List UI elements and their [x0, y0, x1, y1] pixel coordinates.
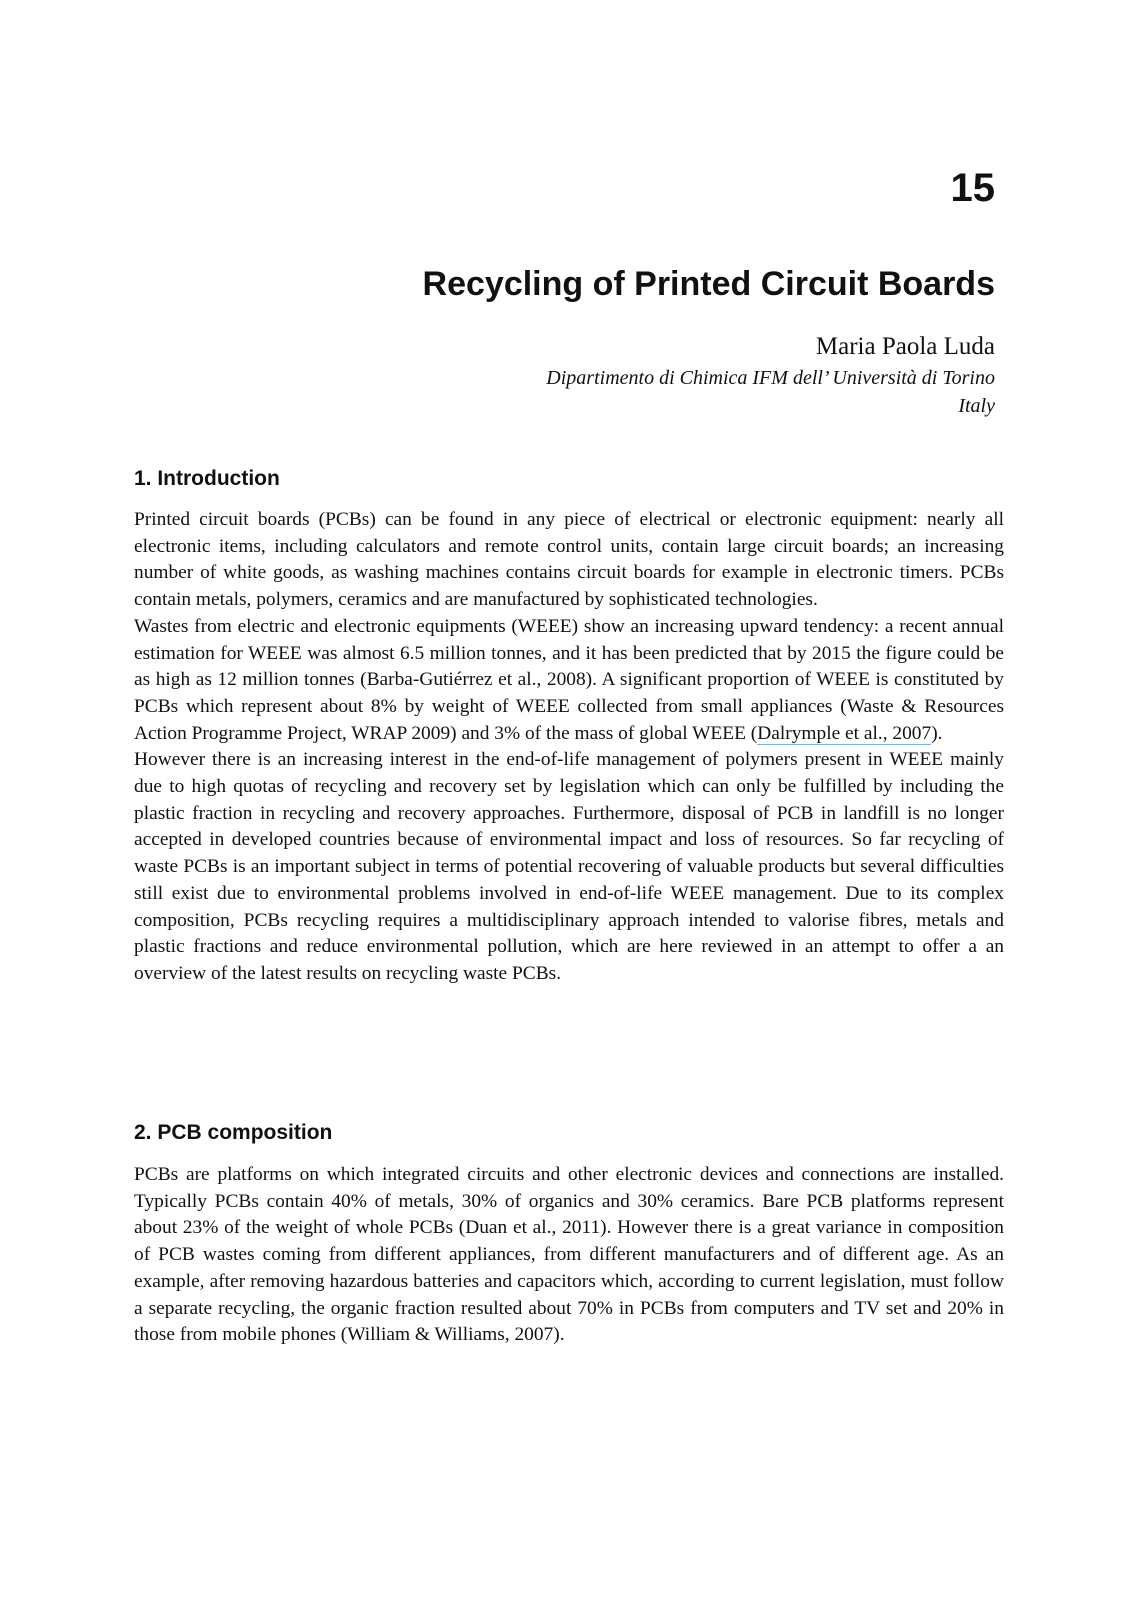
paragraph: Printed circuit boards (PCBs) can be found in any piece of electrical or electronic equipment: nearly all electronic items, including calculators and remote control units, contain large circuit boards; an increasing number of white goods, as washing machines contains circuit boards for example in electronic timers. PCBs contain metals, polymers, ceramics and are manufactured by sophisticated technologies.: [134, 509, 1004, 611]
chapter-title: Recycling of Printed Circuit Boards: [422, 265, 995, 303]
affiliation-institution: Dipartimento di Chimica IFM dell’ Università di Torino: [546, 367, 995, 389]
section-heading-introduction: 1. Introduction: [134, 467, 280, 490]
author-affiliation: [546, 364, 995, 420]
paragraph-text: ).: [931, 722, 943, 744]
paragraph: However there is an increasing interest in the end-of-life management of polymers present in WEEE mainly due to high quotas of recycling and recovery set by legislation which can only be fulfilled by including the plastic fraction in recycling and recovery approaches. Furthermore, disposal of PCB in landfill is no longer accepted in developed countries because of environmental impact and loss of resources. So far recycling of waste PCBs is an important subject in terms of potential recovering of valuable products but several difficulties still exist due to environmental problems involved in end-of-life WEEE management. Due to its complex composition, PCBs recycling requires a multidisciplinary approach intended to valorise fibres, metals and plastic fractions and reduce environmental pollution, which are here reviewed in an attempt to offer a an overview of the latest results on recycling waste PCBs.: [134, 749, 1004, 984]
section-body-introduction: [134, 507, 1004, 988]
citation-link-dalrymple[interactable]: Dalrymple et al., 2007: [757, 722, 932, 744]
chapter-number: 15: [950, 166, 995, 210]
paragraph: PCBs are platforms on which integrated circuits and other electronic devices and connections are installed. Typically PCBs contain 40% of metals, 30% of organics and 30% ceramics. Bare PCB platforms represent about 23% of the weight of whole PCBs (Duan et al., 2011). However there is a great variance in composition of PCB wastes coming from different appliances, from different manufacturers and of different age. As an example, after removing hazardous batteries and capacitors which, according to current legislation, must follow a separate recycling, the organic fraction resulted about 70% in PCBs from computers and TV set and 20% in those from mobile phones (William & Williams, 2007).: [134, 1164, 1004, 1346]
paragraph-text: Wastes from electric and electronic equipments (WEEE) show an increasing upward tendency: a recent annual estimation for WEEE was almost 6.5 million tonnes, and it has been predicted that by 2015 the figure could be as high as 12 million tonnes (Barba-Gutiérrez et al., 2008). A significant proportion of WEEE is constituted by PCBs which represent about 8% by weight of WEEE collected from small appliances (Waste & Resources Action Programme Project, WRAP 2009) and 3% of the mass of global WEEE (: [134, 615, 1004, 744]
affiliation-country: Italy: [958, 395, 995, 417]
section-body-pcb-composition: [134, 1162, 1004, 1349]
section-heading-pcb-composition: 2. PCB composition: [134, 1121, 333, 1144]
author-name: Maria Paola Luda: [815, 333, 995, 360]
paragraph: [134, 614, 1004, 748]
